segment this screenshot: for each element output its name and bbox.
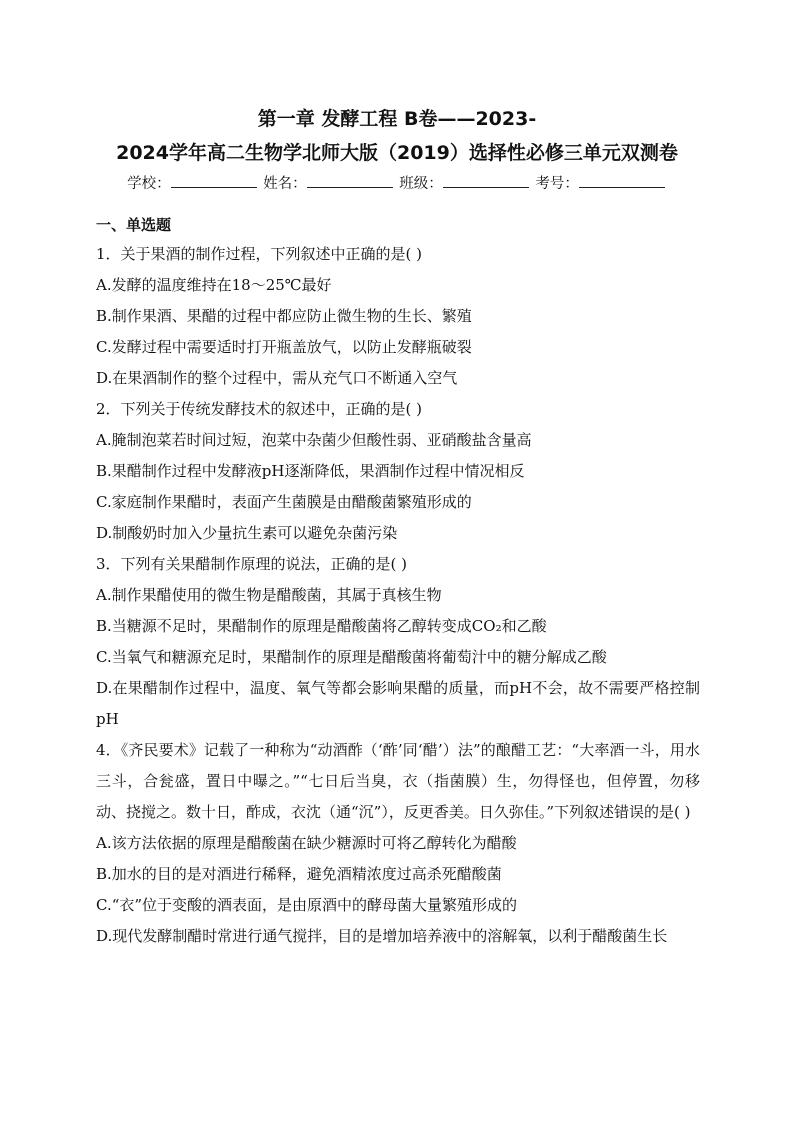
question-4-option-d: D.现代发酵制醋时常进行通气搅拌，目的是增加培养液中的溶解氧，以利于醋酸菌生长 [96,927,668,945]
question-1-option-a: A.发酵的温度维持在18～25℃最好 [96,276,332,294]
school-blank [171,173,257,188]
question-3-stem: 3．下列有关果醋制作原理的说法，正确的是( ) [96,555,408,573]
question-2-option-b: B.果醋制作过程中发酵液pH逐渐降低，果酒制作过程中情况相反 [96,462,525,480]
question-list [96,239,700,952]
question-4-option-b: B.加水的目的是对酒进行稀释，避免酒精浓度过高杀死醋酸菌 [96,865,502,883]
question-4-option-c: C.“衣”位于变酸的酒表面，是由原酒中的酵母菌大量繁殖形成的 [96,896,518,914]
class-blank [443,173,529,188]
question-3-option-d: D.在果醋制作过程中，温度、氧气等都会影响果醋的质量，而pH不会，故不需要严格控制pH [96,679,700,728]
student-info-row [0,172,794,193]
exam-number-label: 考号： [535,176,579,192]
question-2-stem: 2．下列关于传统发酵技术的叙述中，正确的是( ) [96,400,423,418]
question-2-option-c: C.家庭制作果醋时，表面产生菌膜是由醋酸菌繁殖形成的 [96,493,472,511]
question-3-option-b: B.当糖源不足时，果醋制作的原理是醋酸菌将乙醇转变成CO₂和乙酸 [96,617,547,635]
section-heading: 一、单选题 [96,216,172,234]
exam-number-blank [579,173,665,188]
question-3-option-c: C.当氧气和糖源充足时，果醋制作的原理是醋酸菌将葡萄汁中的糖分解成乙酸 [96,648,607,666]
question-1-stem: 1．关于果酒的制作过程，下列叙述中正确的是( ) [96,245,423,263]
class-label: 班级： [399,176,443,192]
question-1-option-d: D.在果酒制作的整个过程中，需从充气口不断通入空气 [96,369,458,387]
question-2-option-d: D.制酸奶时加入少量抗生素可以避免杂菌污染 [96,524,398,542]
question-1-option-b: B.制作果酒、果醋的过程中都应防止微生物的生长、繁殖 [96,307,472,325]
exam-title-line-1: 第一章 发酵工程 B卷——2023- [257,108,537,130]
question-3-option-a: A.制作果醋使用的微生物是醋酸菌，其属于真核生物 [96,586,442,604]
question-1-option-c: C.发酵过程中需要适时打开瓶盖放气，以防止发酵瓶破裂 [96,338,472,356]
school-label: 学校： [127,176,171,192]
name-label: 姓名： [263,176,307,192]
exam-title-line-2: 2024学年高二生物学北师大版（2019）选择性必修三单元双测卷 [116,142,678,164]
name-blank [307,173,393,188]
question-4-option-a: A.该方法依据的原理是醋酸菌在缺少糖源时可将乙醇转化为醋酸 [96,834,517,852]
question-4-stem: 4．《齐民要术》记载了一种称为“动酒酢（‘酢’同‘醋’）法”的酿醋工艺：“大率酒一斗，用水三斗，合瓮盛，置日中曝之。”“七日后当臭，衣（指菌膜）生，勿得怪也，但停置，勿移动、挠搅之。数十日，酢成，衣沈（通“沉”），反更香美。日久弥佳。”下列叙述错误的是( ) [96,741,700,821]
question-2-option-a: A.腌制泡菜若时间过短，泡菜中杂菌少但酸性弱、亚硝酸盐含量高 [96,431,532,449]
